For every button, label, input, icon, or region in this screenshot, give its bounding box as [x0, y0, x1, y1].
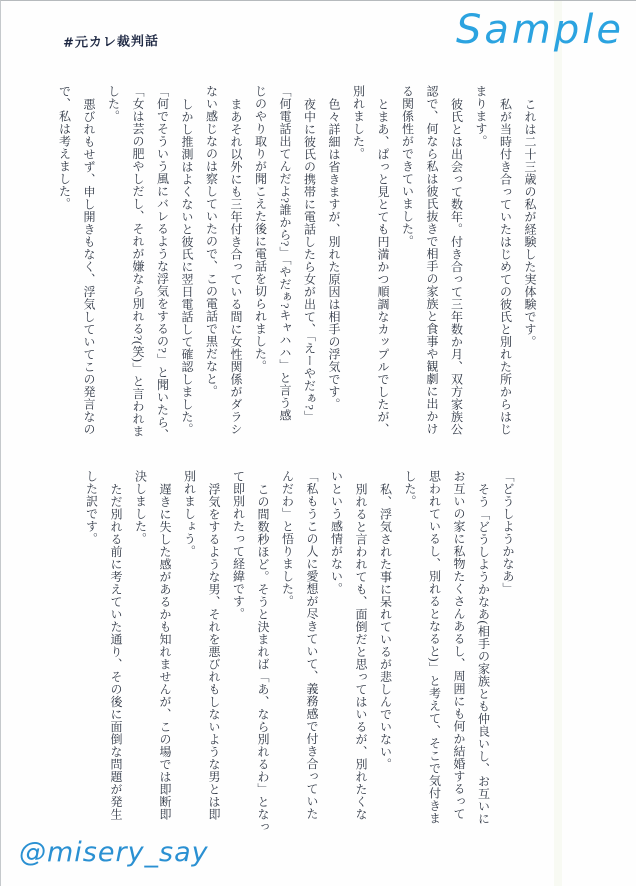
scan-artifact-line	[554, 1, 562, 886]
text-column: 「何でそういう風にバレるような浮気をするの?」と聞いたら、	[155, 85, 170, 441]
sample-watermark: Sample	[456, 7, 624, 53]
text-column: 夜中に彼氏の携帯に電話したら女が出て、「えーやだぁ?」	[302, 98, 317, 423]
text-column: 「私もうこの人に愛想が尽きていて、義務感で付き合っていた	[305, 470, 319, 820]
text-column: この間数秒ほど。そうと決まれば「あ、なら別れるわ」となっ	[256, 483, 270, 833]
story-block-bottom	[79, 470, 520, 833]
text-column: した。	[403, 470, 417, 508]
text-column: 別れました。	[351, 85, 366, 160]
text-column: んだわ」と悟りました。	[280, 470, 295, 608]
story-block-top	[52, 85, 542, 441]
text-column: る関係性ができていました。	[400, 85, 415, 248]
text-column: まります。	[474, 85, 488, 148]
text-column: 彼氏とは出会って数年。付き合って三年数か月、双方家族公	[449, 98, 464, 436]
text-column: 浮気をするような男、それを悪びれもしないような男とは即	[207, 483, 221, 821]
text-column: 思われているし、別れるとなると)」と考えて、そこで気付きま	[427, 470, 442, 825]
text-column: 「女は芸の肥やしだし、それが嫌なら別れる?(笑)」と言われま	[131, 85, 145, 438]
text-column: 「何電話出てんだよ?誰から?」「やだぁ?キャハハ」と言う感	[278, 85, 292, 422]
text-column: いという感情がない。	[329, 470, 344, 595]
text-column: 私、浮気された事に呆れているが悲しんでいない。	[378, 483, 393, 771]
text-column: した訳です。	[84, 470, 99, 545]
text-column: 別れましょう。	[182, 470, 197, 558]
text-column: で、私は考えました。	[57, 85, 72, 210]
text-column: まあそれ以外にも三年付き合っている間に女性関係がダラシ	[229, 98, 243, 436]
text-column: した。	[106, 85, 121, 123]
text-column: 別れると言われても、面倒だと思ってはいるが、別れたくな	[354, 483, 368, 821]
text-column: 悪びれもせず、申し開きもなく、浮気していてこの発言なの	[82, 98, 96, 436]
text-column: とまあ、ぱっと見とても円満かつ順調なカップルでしたが、	[376, 98, 390, 436]
text-column: 色々詳細は省きますが、別れた原因は相手の浮気です。	[327, 98, 341, 411]
text-column: 私が当時付き合っていたはじめての彼氏と別れた所からはじ	[498, 98, 513, 436]
text-column: そう「どうしようかなあ(相手の家族とも仲良いし、お互いに	[476, 483, 491, 825]
text-column: これは二十三歳の私が経験した実体験です。	[523, 98, 537, 348]
text-column: しかし推測はよくないと彼氏に翌日電話して確認しました。	[180, 98, 194, 436]
text-column: 決しました。	[133, 470, 148, 545]
text-column: ただ別れる前に考えていた通り、その後に面倒な問題が発生	[109, 483, 123, 821]
account-handle: @misery_say	[19, 837, 209, 868]
text-column: 「どうしようかなあ」	[501, 470, 515, 595]
text-column: て即別れたって経緯です。	[231, 470, 246, 620]
hashtag-title: #元カレ裁判話	[62, 34, 160, 51]
text-column: 遅きに失した感があるかも知れませんが、この場では即断即	[158, 483, 172, 821]
text-column: 認で、何なら私は彼氏抜きで相手の家族と食事や観劇に出かけ	[425, 85, 439, 435]
text-column: ない感じなのは察していたので、この電話で黒だなと。	[204, 85, 219, 398]
text-column: じのやり取りが聞こえた後に電話を切られました。	[253, 85, 268, 373]
text-column: お互いの家に私物たくさんあるし、周囲にも何か結婚するって	[452, 470, 466, 820]
